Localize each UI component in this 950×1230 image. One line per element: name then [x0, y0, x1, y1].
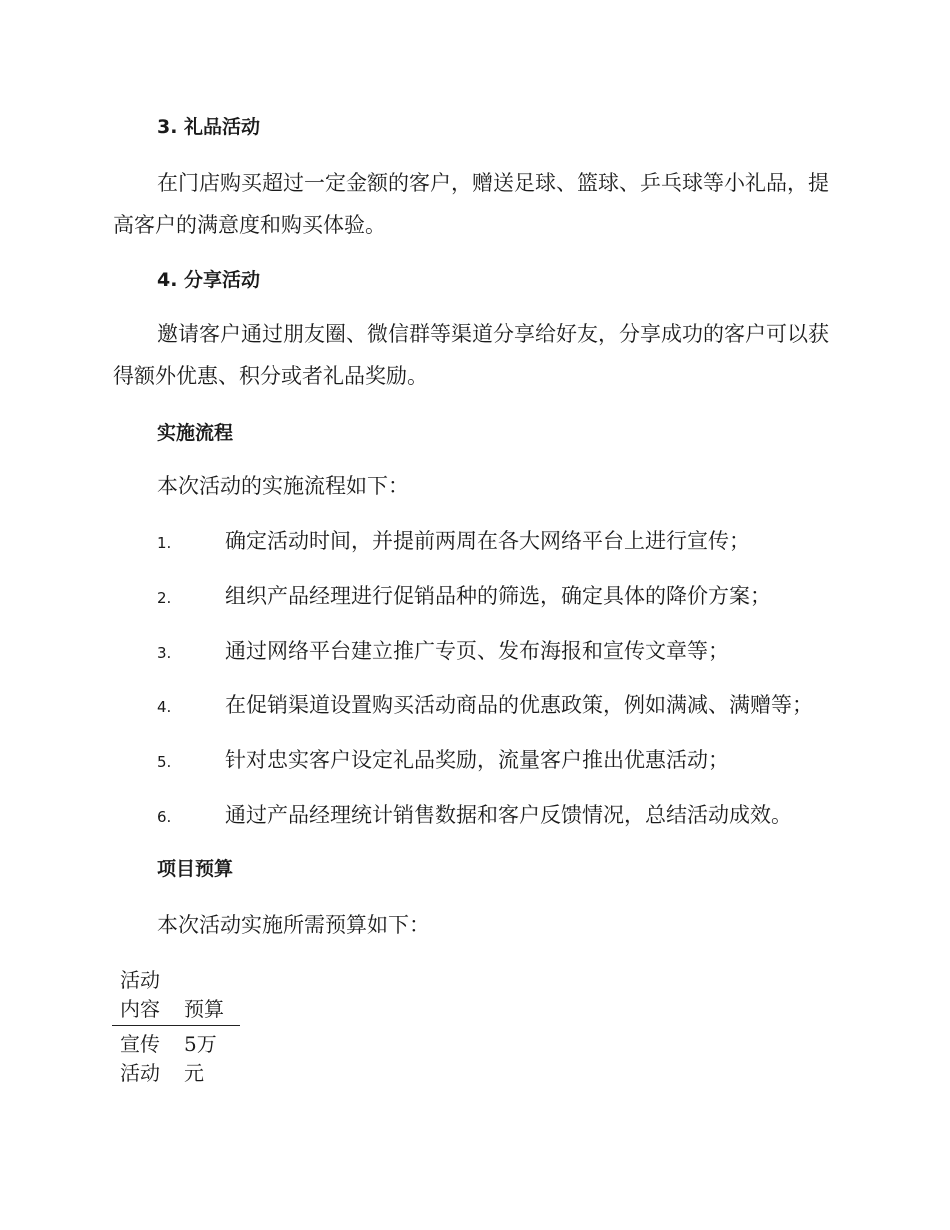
- step-text: 组织产品经理进行促销品种的筛选，确定具体的降价方案；: [225, 584, 771, 608]
- step-number: 6.: [157, 808, 172, 826]
- share-activity-text: 邀请客户通过朋友圈、微信群等渠道分享给好友，分享成功的客户可以获得额外优惠、积分或者礼品奖励。: [113, 322, 829, 388]
- step-text: 在促销渠道设置购买活动商品的优惠政策，例如满减、满赠等；: [225, 693, 813, 717]
- step-number: 2.: [157, 589, 172, 607]
- step-text: 针对忠实客户设定礼品奖励，流量客户推出优惠活动；: [225, 748, 729, 772]
- table-row: [112, 1026, 240, 1089]
- process-step: [157, 691, 813, 719]
- budget-intro: 本次活动实施所需预算如下：: [157, 913, 430, 937]
- process-heading: 实施流程: [157, 422, 234, 444]
- process-step: [157, 801, 792, 829]
- step-number: 4.: [157, 698, 172, 716]
- table-cell: 宣传活动: [120, 1032, 160, 1085]
- process-intro: 本次活动的实施流程如下：: [157, 474, 409, 498]
- step-number: 5.: [157, 753, 172, 771]
- budget-heading: 项目预算: [157, 858, 234, 880]
- step-text: 确定活动时间，并提前两周在各大网络平台上进行宣传；: [225, 529, 750, 553]
- table-header-row: [112, 966, 240, 1026]
- table-cell: 5万元: [184, 1032, 217, 1085]
- gift-activity-heading: 3. 礼品活动: [157, 116, 261, 138]
- process-step: [157, 746, 729, 774]
- process-step: [157, 637, 729, 665]
- step-number: 1.: [157, 534, 172, 552]
- share-activity-paragraph: [113, 313, 833, 397]
- budget-table: [112, 966, 240, 1088]
- gift-activity-text: 在门店购买超过一定金额的客户，赠送足球、篮球、乒乓球等小礼品，提高客户的满意度和购买体验。: [113, 171, 829, 237]
- step-text: 通过网络平台建立推广专页、发布海报和宣传文章等；: [225, 639, 729, 663]
- step-number: 3.: [157, 644, 172, 662]
- step-text: 通过产品经理统计销售数据和客户反馈情况，总结活动成效。: [225, 803, 792, 827]
- table-header-cell: 预算: [176, 966, 240, 1026]
- table-header-cell: 活动内容: [112, 966, 176, 1026]
- process-step: [157, 582, 771, 610]
- share-activity-heading: 4. 分享活动: [157, 269, 261, 291]
- process-step: [157, 527, 750, 555]
- gift-activity-paragraph: [113, 162, 833, 246]
